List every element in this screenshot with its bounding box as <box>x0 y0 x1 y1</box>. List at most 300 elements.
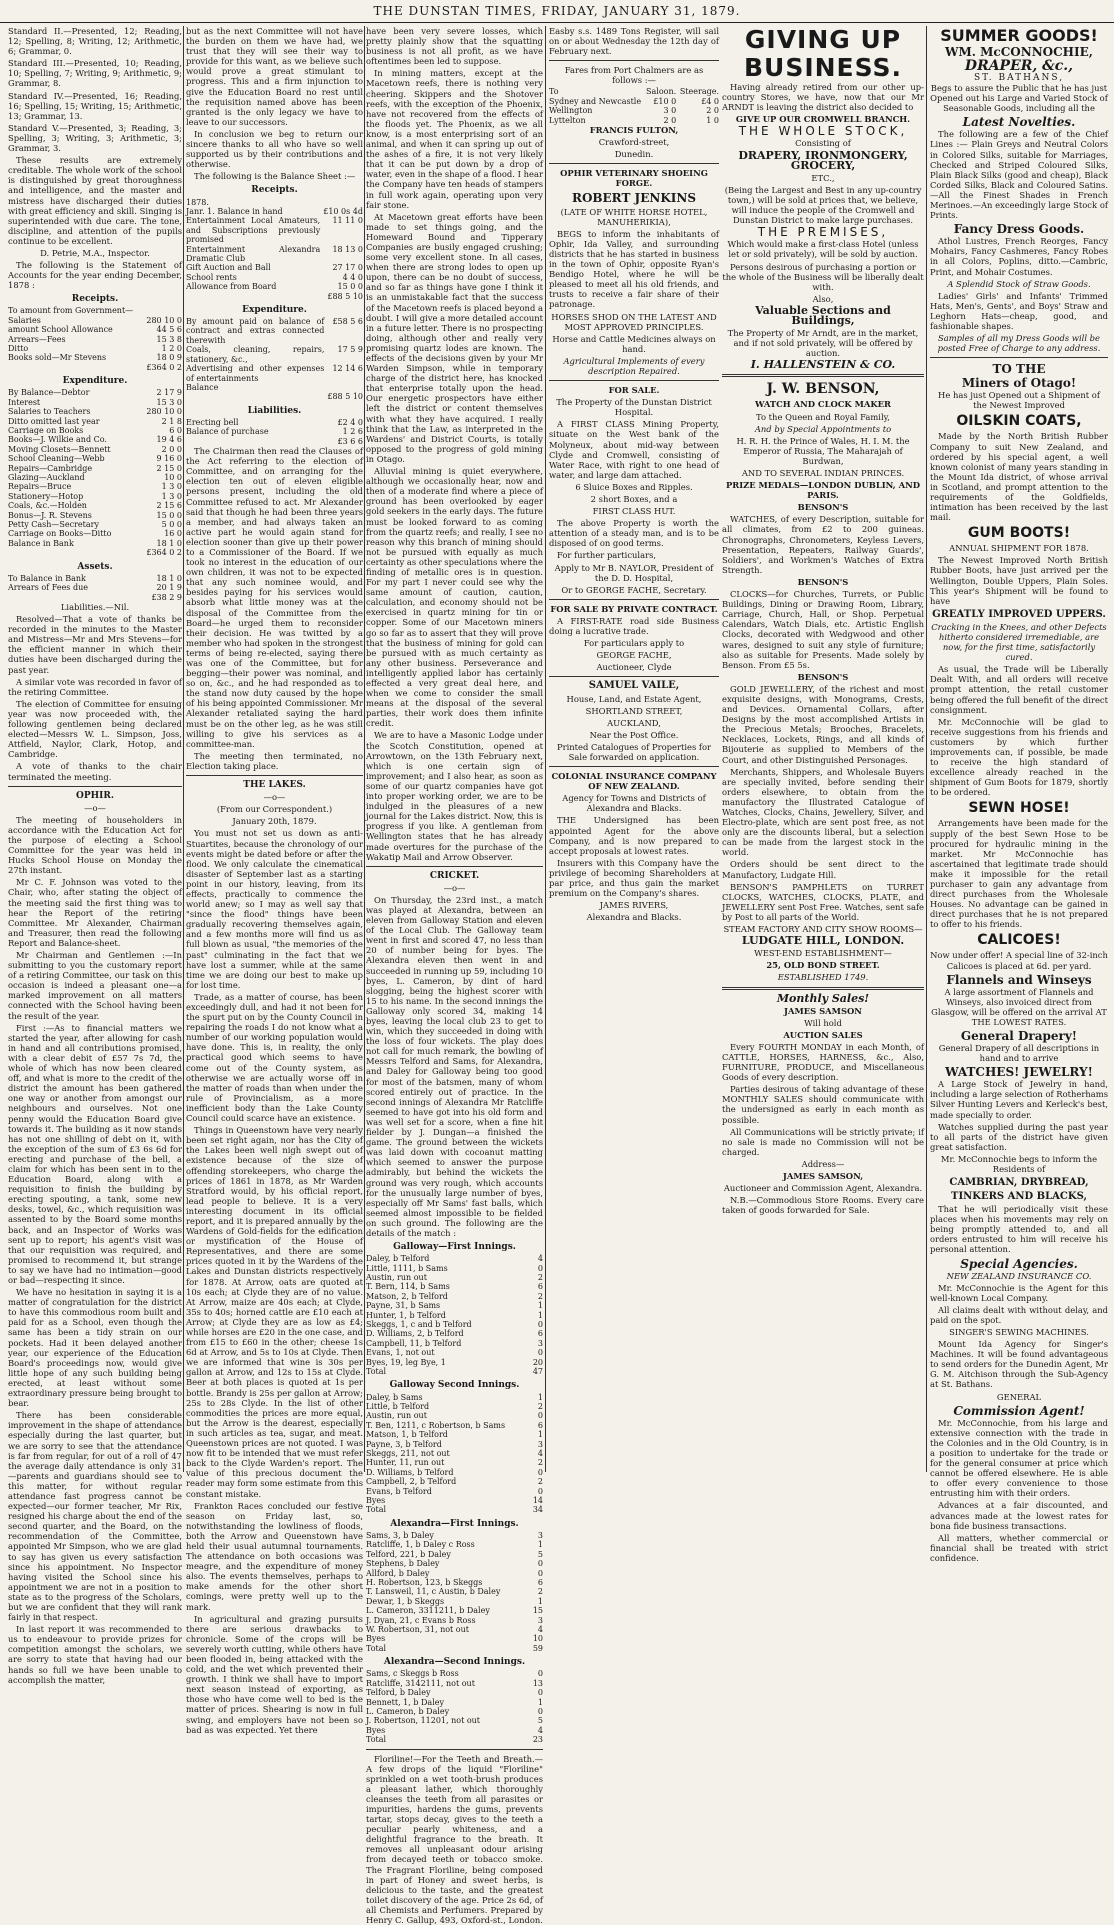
row-label: Entertainment Local Amateurs, and Subscriptions previously promised <box>186 216 321 245</box>
samson-line: Auctioneer and Commission Agent, Alexandra. <box>723 1183 923 1194</box>
row-label: School rents <box>186 272 237 282</box>
fare-row <box>549 87 719 96</box>
sale-heading: FOR SALE. <box>608 385 660 396</box>
row-value: 280 10 0 <box>146 315 182 325</box>
row-value: 1 <box>537 1310 543 1320</box>
mcconnochie-paragraph: Made by the North British Rubber Company to suit New Zealand, and ordered by his special agent, a well known colonist of many years standing in the Mount Ida district, of whose arrival in Scotland, and prompt attention to the requirements of the Goldfields, intimation has been received by the last mail. <box>930 431 1108 523</box>
row-value: 0 <box>537 1486 543 1496</box>
score-row <box>366 1292 543 1301</box>
sale-item: 6 Sluice Boxes and Ripples. <box>575 481 693 492</box>
row-value: 13 <box>532 1678 543 1688</box>
row-label: Balance in Bank <box>8 538 74 548</box>
scorecard-heading: Galloway—First Innings. <box>393 1242 516 1253</box>
row-label: Ratcliffe, 3142111, not out <box>366 1678 475 1688</box>
row-value: 2 0 0 <box>161 444 182 454</box>
vaile-line: House, Land, and Estate Agent, <box>566 693 702 704</box>
gum-boots-heading: GUM BOOTS! <box>967 525 1071 542</box>
cricket-paragraph: On Thursday, the 23rd inst., a match was played at Alexandra, between an eleven from Galloway Station and eleven of the Local Club. The Galloway team went in first and scored 47, no less than 20 of number being for byes. The Alexandra eleven then went in and succeeded in running up 59, including 10 byes, L. Cameron, by dint of hard slogging, being the highest scorer with 15 to his name. In the second innings the Galloway only scored 34, making 14 byes, leaving the local club 23 to get to win, which they succeeded in doing with the loss of four wickets. The play does not call for much remark, the bowling of Messrs Telford and Sams, for Alexandra, and Daley for Galloway being too good for most of the batsmen, many of whom scored entirely out of practice. In the second innings of Alexandra Mr Ratcliffe seemed to have got into his old form and was well set for a score, when a fine hit fielder by J. Dungan—a finished the game. The ground between the wickets was laid down with cocoanut matting which seemed to answer the purpose admirably, but behind the wickets the ground was very rough, which accounts for the unusually large number of byes, especially off Mr Sams' fast balls, which seemed almost impossible to be fielded on such ground. The following are the details of the match : <box>366 894 543 1238</box>
account-row <box>186 317 363 345</box>
draper-heading: DRAPER, &c., <box>964 58 1074 74</box>
row-label: Advertising and other expenses of entertainments <box>186 364 325 383</box>
account-row <box>8 492 182 501</box>
divider <box>549 60 719 61</box>
lakes-paragraph: Trade, as a matter of course, has been exceedingly dull, and had it not been for the spurt put on by the County Council in repairing the roads I do not know what a number of our working population would have done. This is, in reality, the only practical good which seems to have come out of the County system, as otherwise we are actually worse off in the matter of roads than when under the rule of Provincialism, as a more inefficient body than the Lake County Council could scarce have an existence. <box>186 991 363 1124</box>
vaile-line: SHORTLAND STREET, <box>585 705 683 716</box>
row-value: 18 13 0 <box>332 244 363 254</box>
row-label: Carriage on Books <box>8 426 84 435</box>
account-row <box>8 574 182 583</box>
row-value: 0 <box>537 1688 543 1698</box>
row-label: Bonus—J. R. Stevens <box>8 510 92 520</box>
ophir-paragraph: Mr C. F. Johnson was voted to the Chair, who, after stating the object of the meeting said the first thing was to hear the Report of the retiring Committee. Mr Alexander, Chairman and Treasurer, then read the following Report and Balance-sheet. <box>8 877 182 948</box>
watches-heading: WATCHES! JEWELRY! <box>945 1065 1093 1080</box>
ophir-paragraph: The following is the Balance Sheet :— <box>194 171 356 182</box>
row-label: Matson, 1, b Telford <box>366 1430 448 1440</box>
account-row <box>8 316 182 325</box>
mcconnochie-paragraph: All matters, whether commercial or financial shall be treated with strict confidence. <box>930 1532 1108 1563</box>
row-label: Hunter, 1, b Telford <box>366 1310 446 1320</box>
sale-paragraph: The above Property is worth the attention of a steady man, and is to be disposed of on good terms. <box>549 518 719 549</box>
row-label: To Balance in Bank <box>8 573 86 583</box>
insurance-paragraph: Insurers with this Company have the privilege of becoming Shareholders at par price, and thus gain the market premium on the Company's shares. <box>549 857 719 899</box>
row-value: 0 <box>537 1320 543 1329</box>
score-row <box>366 1597 543 1606</box>
row-label: Entertainment Alexandra Dramatic Club <box>186 244 321 263</box>
score-row <box>366 1606 543 1615</box>
row-value: £58 5 6 <box>332 317 363 327</box>
account-row <box>186 273 363 282</box>
score-row <box>366 1468 543 1477</box>
score-row <box>366 1311 543 1320</box>
vet-heading: OPHIR VETERINARY SHOEING FORGE. <box>560 168 708 189</box>
fulton-street: Crawford-street, <box>598 137 670 148</box>
score-row <box>366 1578 543 1587</box>
improved-uppers-heading: GREATLY IMPROVED UPPERS. <box>932 608 1106 620</box>
insurance-line: Agency for Towns and Districts of Alexandra and Blacks. <box>562 793 706 814</box>
row-value: 17 5 9 <box>337 345 363 355</box>
score-row <box>366 1264 543 1273</box>
row-value: 280 10 0 <box>146 407 182 417</box>
row-value: 19 4 6 <box>156 435 182 445</box>
ophir-paragraph: In conclusion we beg to return our sincere thanks to all who have so well supported us by their contributions and otherwise. <box>186 128 363 170</box>
account-row <box>8 306 182 315</box>
hallenstein-line: Consisting of <box>795 138 851 149</box>
account-row <box>186 383 363 392</box>
row-label: Byes <box>366 1634 386 1644</box>
mcconnochie-line: Cracking in the Knees, and other Defects hitherto considered irremediable, are now, for the first time, satisfactorily cured. <box>931 621 1107 663</box>
account-row <box>186 418 363 427</box>
account-row <box>8 501 182 510</box>
mcconnochie-paragraph: Arrangements have been made for the supply of the best Sewn Hose to be procured for hydraulic mining in the market. Mr McConnochie has ascertained that legitimate trade should make it impossible for the retail purchaser to gain any advantage from direct purchases from the Wholesale Houses. No advantage can be gained in direct purchases that he is not prepared to offer to his friends. <box>930 818 1108 930</box>
mcconnochie-paragraph: Athol Lustres, French Reorges, Fancy Mohairs, Fancy Cashmeres, Fancy Robes in all Colors, Poplins, ditto.—Cambric, Print, and Mohair Costumes. <box>930 236 1108 277</box>
ophir-paragraph: Mr Chairman and Gentlemen :—In submitting to you the customary report of a retiring Committee, our task on this occasion is indeed a pleasant one—a marked improvement on all matters connected with the School having been the result of the year. <box>8 950 182 1021</box>
inspector-report: These results are extremely creditable. The whole work of the school is distinguished by great thoroughness and intelligence, and the master and mistress have discharged their duties with great efficiency and skill. Singing is superintended with due care. The tone, discipline, and attention of the pupils continue to be excellent. <box>8 155 182 246</box>
divider: —o— <box>263 792 286 803</box>
mcconnochie-name: WM. McCONNOCHIE, <box>945 45 1093 59</box>
row-value: 20 <box>532 1357 543 1367</box>
score-row <box>366 1477 543 1486</box>
row-label: Books—J. Wilkie and Co. <box>8 435 107 445</box>
masthead: THE DUNSTAN TIMES, FRIDAY, JANUARY 31, 1879. <box>0 0 1114 23</box>
row-value: 15 3 0 <box>156 397 182 407</box>
private-contract-heading: FOR SALE BY PRIVATE CONTRACT. <box>550 603 718 614</box>
row-label: Little, 1111, b Sams <box>366 1263 448 1273</box>
row-value: £2 4 0 <box>337 417 363 427</box>
vet-name: ROBERT JENKINS <box>571 190 697 205</box>
score-row <box>366 1254 543 1263</box>
row-label: Dewar, 1, b Skeggs <box>366 1596 445 1606</box>
insurance-paragraph: THE Undersigned has been appointed Agent for the above Company, and is now prepared to accept proposals at lowest rates. <box>549 815 719 856</box>
row-value: 3 <box>537 1530 543 1540</box>
score-row <box>366 1716 543 1725</box>
mcconnochie-line: A large assortment of Flannels and Winseys, also invoiced direct from Glasgow, will be offered on the arrival AT THE LOWEST RATES. <box>931 986 1107 1027</box>
row-label: L. Cameron, 3311211, b Daley <box>366 1606 490 1616</box>
row-value: 0 <box>537 1348 543 1358</box>
row-value <box>324 383 363 392</box>
row-label: Erecting bell <box>186 417 239 427</box>
scorecard-table <box>366 1393 543 1515</box>
row-label: Daley, b Sams <box>366 1392 423 1402</box>
row-value: £364 0 2 <box>146 362 182 372</box>
row-label: Matson, 2, b Telford <box>366 1291 448 1301</box>
account-row <box>8 353 182 362</box>
score-row <box>366 1282 543 1291</box>
score-row <box>366 1402 543 1411</box>
row-value: 2 <box>537 1458 543 1468</box>
account-row <box>8 388 182 397</box>
row-label: Repairs—Cambridge <box>8 463 93 473</box>
account-row <box>8 593 182 602</box>
row-value: 6 <box>537 1329 543 1339</box>
divider <box>366 866 543 867</box>
account-row <box>8 435 182 444</box>
row-label: Payne, 31, b Sams <box>366 1301 441 1311</box>
row-label: Lyttelton <box>549 115 586 125</box>
row-value: 15 0 0 <box>156 510 182 520</box>
row-label: Ditto <box>8 344 29 354</box>
mcconnochie-paragraph: As usual, the Trade will be Liberally Dealt With, and all orders will receive prompt attention, the retail customer being offered the full benefit of the direct consignment. <box>930 664 1108 715</box>
election-text: The election of Committee for ensuing year was now proceeded with, the following gentlemen being declared elected—Messrs W. L. Simpson, Joss, Attfield, Naylor, Clark, Hotop, and Cambridge. <box>8 698 182 760</box>
benson-sub-heading: BENSON'S <box>797 671 849 682</box>
account-row <box>8 482 182 491</box>
row-value: £10 0s 4d <box>323 206 363 216</box>
account-row <box>8 539 182 548</box>
row-value: 12 14 6 <box>332 364 363 374</box>
assets-table <box>8 574 182 602</box>
commission-agent-heading: Commission Agent! <box>953 1403 1085 1418</box>
score-row <box>366 1487 543 1496</box>
mcconnochie-line: Mr. McConnochie begs to inform the Residents of <box>940 1153 1098 1174</box>
scorecard-heading: Alexandra—Second Innings. <box>383 1657 526 1668</box>
row-value: 34 <box>532 1505 543 1515</box>
row-label: Gift Auction and Ball <box>186 263 271 273</box>
row-label: T. Lansweil, 11, c Austin, b Daley <box>366 1587 501 1597</box>
row-value: Saloon. <box>646 87 677 97</box>
row-label: Campbell, 11, b Telford <box>366 1338 462 1348</box>
score-row <box>366 1540 543 1549</box>
flannels-heading: Flannels and Winseys <box>946 972 1092 987</box>
column-7 <box>930 26 1108 1563</box>
floriline-ad: Floriline!—For the Teeth and Breath.—A few drops of the liquid "Floriline" sprinkled on a wet tooth-brush produces a pleasant lather, which thoroughly cleanses the teeth from all parasites or impurities, hardens the gums, prevents tartar, stops decay, gives to the teeth a peculiar pearly whiteness, and a delightful fragrance to the breath. It removes all unpleasant odour arising from decayed teeth or tobacco smoke. The Fragrant Floriline, being composed in part of Honey and sweet herbs, is delicious to the taste, and the greatest toilet discovery of the age. Price 2s 6d, of all Chemists and Perfumers. Prepared by Henry C. Gallup, 493, Oxford-st., London. <box>366 1753 543 1925</box>
row-label: Daley, b Telford <box>366 1254 430 1264</box>
scorecard-table <box>366 1669 543 1744</box>
row-value: 2 0 <box>706 106 719 116</box>
row-label: Balance <box>186 382 219 392</box>
row-label: T. Bern, 114, b Sams <box>366 1282 450 1292</box>
account-row <box>186 282 363 291</box>
row-value: 2 1 8 <box>161 416 182 426</box>
accounts-intro: The following is the Statement of Accounts for the year ending December, 1878 : <box>8 260 182 291</box>
account-row <box>186 345 363 364</box>
divider: —o— <box>84 802 106 813</box>
score-row <box>366 1726 543 1735</box>
summer-goods-heading: SUMMER GOODS! <box>940 26 1098 45</box>
score-row <box>366 1644 543 1653</box>
row-value: 0 <box>537 1706 543 1716</box>
sale-paragraph: A FIRST CLASS Mining Property, situate on the West bank of the Molyneux, about mid-way between Clyde and Cromwell, consisting of Water Race, with right to one head of water, and large dam attached. <box>549 419 719 480</box>
mcconnochie-line: Now under offer! A special line of 32-inch Calicoes is placed at 6d. per yard. <box>930 950 1108 971</box>
row-value: 27 17 0 <box>332 263 363 273</box>
expenditure-heading: Expenditure. <box>242 304 307 315</box>
ads-column-left <box>549 26 719 1472</box>
row-label: Stephens, b Daley <box>366 1559 440 1569</box>
row-value: 5 0 0 <box>161 520 182 530</box>
latest-novelties-heading: Latest Novelties. <box>962 115 1076 130</box>
row-label: Allowance from Board <box>186 282 277 292</box>
row-value: 1 3 0 <box>161 491 182 501</box>
row-value: 18 0 9 <box>156 353 182 363</box>
row-label <box>186 292 320 301</box>
row-label: Total <box>366 1505 387 1515</box>
vaile-heading: SAMUEL VAILE, <box>588 680 680 692</box>
row-value: 6 0 <box>169 426 182 435</box>
samson-line: JAMES SAMSON <box>784 1005 862 1016</box>
benson-paragraph: BENSON'S PAMPHLETS on TURRET CLOCKS, WATCHES, CLOCKS, PLATE, and JEWELLERY sent Post Free. Watches, sent safe by Post to all parts of the World. <box>722 881 924 922</box>
fulton-name: FRANCIS FULTON, <box>589 125 679 136</box>
miners-heading: Miners of Otago! <box>961 376 1077 391</box>
fare-row <box>549 97 719 106</box>
vote-thanks-text: A vote of thanks to the chair terminated the meeting. <box>8 761 182 782</box>
ophir-paragraph: The Chairman then read the Clauses of the Act referring to the election of Committee, and on arranging for the election ten out of eleven eligible persons present, including the old Committee refused to act. Mr Alexander said that though he had been three years a member, and had always taken an active part he would again stand for election sooner than give up their power to a Commissioner of the Board. If we took no interest in the education of our own children, it was not to be expected that any such nominee would, and besides paying for his services would absorb what little money was at the disposal of the Committee from the Board—he urged them to reconsider their decision. He was twitted by a member who had spoken in the strongest terms of being re-elected, saying there was one of the Committee, but for begging—their power was nominal, and so on, &c., and he had responded as to the stand now duty caused by the hope of his being appointed Commissioner. Mr Alexander retaliated saying the hard must be on the other leg, as he was still willing to give his services as a committee-man. <box>186 446 363 749</box>
column-rule <box>926 26 927 1472</box>
samson-line: Address— <box>801 1158 845 1169</box>
lakes-paragraph: At Macetown great efforts have been made to set things going, and the Homeward Bound and Tipperary Companies are busily engaged crushing; some very excellent stone. In all cases, when there are strong lodes to open up upon, there can be no doubt of success, and so far as things have gone I think it is an unmistakable fact that the success of the Macetown reefs is placed beyond a doubt. I will give a more detailed account in a future letter. There is no prospecting doing, although other and really very promising quartz lodes are known. The effects of the decisions given by your Mr Warden Simpson, while in temporary charge of the district here, has knocked that enterprise totally upon the head. Our energetic prospectors have either left the district or content themselves with what they have acquired. I really think that the Law, as interpreted in the Wardens' and District Courts, is totally opposed to the progress of gold mining in Otago. <box>366 211 543 464</box>
hallenstein-paragraph: The Property of Mr Arndt, are in the market, and if not sold privately, will be offered by auction. <box>727 328 919 359</box>
row-value: 9 16 0 <box>156 454 182 464</box>
row-label: Wellington <box>549 106 593 116</box>
row-value: £10 0 <box>653 96 677 106</box>
vet-subheading: (LATE OF WHITE HORSE HOTEL, MANUHERIKIA), <box>560 206 708 227</box>
lakes-date: January 20th, 1879. <box>232 816 317 827</box>
lakes-paragraph: have been very severe losses, which pretty plainly show that the squatting business is not all profit, as we have oftentimes been led to suppose. <box>366 26 543 67</box>
score-row <box>366 1707 543 1716</box>
row-value: 6 <box>537 1420 543 1430</box>
st-bathans-heading: ST. BATHANS, <box>973 73 1065 83</box>
divider <box>549 599 719 600</box>
column-rule <box>183 26 184 1472</box>
divider <box>549 380 719 381</box>
ophir-paragraph: We have no hesitation in saying it is a matter of congratulation for the district to have this commodious room built and paid for as a School, even though the same has been a tidy strain on our pockets. Had it been delayed another year, our experience of the Education Board's proceedings now, would give little hope of any such building being erected, at least without some extraordinary pressure being brought to bear. <box>8 1287 182 1409</box>
row-label: School Cleaning—Webb <box>8 454 105 464</box>
row-label: Byes, 19, leg Bye, 1 <box>366 1357 446 1367</box>
row-value: 5 <box>537 1716 543 1726</box>
row-value: 4 <box>537 1725 543 1735</box>
row-value: 1 <box>537 1596 543 1606</box>
row-value: £364 0 2 <box>146 548 182 558</box>
hallenstein-line: Also, <box>812 293 834 304</box>
benson-line: ESTABLISHED 1749. <box>777 972 869 983</box>
row-value: 18 1 0 <box>156 573 182 583</box>
school-results-1: Standard II.—Presented, 12; Reading, 12; Spelling, 8; Writing, 12; Arithmetic, 6; Grammar, 0. <box>8 26 182 57</box>
row-value: 0 <box>537 1263 543 1273</box>
account-row <box>186 216 363 244</box>
row-value: 2 <box>537 1587 543 1597</box>
insurance-heading: COLONIAL INSURANCE COMPANY OF NEW ZEALAND. <box>551 771 717 792</box>
row-value: 3 0 <box>663 106 677 116</box>
row-label: Campbell, 2, b Telford <box>366 1477 457 1487</box>
mcconnochie-paragraph: Begs to assure the Public that he has just Opened out his Large and Varied Stock of Seasonable Goods, including all the <box>930 83 1108 114</box>
row-label: W. Robertson, 31, not out <box>366 1624 469 1634</box>
account-row <box>8 344 182 353</box>
column-rule <box>364 26 365 1472</box>
score-row <box>366 1669 543 1678</box>
score-row <box>366 1440 543 1449</box>
row-value: 3 <box>537 1615 543 1625</box>
school-results-4: Standard V.—Presented, 3; Reading, 3; Spelling, 3; Writing, 3; Arithmetic, 3; Grammar, 3. <box>8 122 182 154</box>
row-label: H. Robertson, 123, b Skeggs <box>366 1577 483 1587</box>
mcconnochie-line: ANNUAL SHIPMENT FOR 1878. <box>949 543 1089 554</box>
fare-row <box>549 116 719 125</box>
row-value: 20 1 9 <box>156 583 182 593</box>
ophir-paragraph: but as the next Committee will not have the burden on them we have had, we trust that they will see their way to provide for this want, as we believe such would prove a great stimulant to progress. This and a firm injunction to give the Education Board no rest until the requisition named above has been granted is the only legacy we have to leave to our successors. <box>186 26 363 127</box>
account-row <box>186 207 363 216</box>
row-label: Coals, cleaning, repairs, stationery, &c., <box>186 345 325 364</box>
ophir-paragraph: There has been considerable improvement in the shape of attendance especially during the last quarter, but we are sorry to see that the attendance is far from regular, for out of a roll of 47 the average daily attendance is only 31—parents and guardians should see to this matter, for without regular attendance fast progress cannot be expected—our former teacher, Mr Rix, resigned his charge about the end of the second quarter, and the Board, on the recommendation of the Committee, appointed Mr Simpson, who we are glad to say has given us every satisfaction since his appointment. No Inspector having visited the School since his appointment we are not in a position to state as to the progress of the Scholars, but we are confident that they will rank fairly in that respect. <box>8 1410 182 1623</box>
row-label <box>8 593 131 602</box>
row-label <box>8 363 141 372</box>
hallenstein-paragraph: (Being the Largest and Best in any up-country town,) will be sold at prices that, we believe, will induce the people of the Cromwell and Dunstan District to make large purchases. <box>724 184 922 226</box>
account-row <box>8 426 182 435</box>
row-label: D. Williams, 2, b Telford <box>366 1329 464 1339</box>
row-label: Interest <box>8 397 41 407</box>
row-value: 4 <box>537 1254 543 1264</box>
row-label <box>186 437 318 446</box>
cricket-heading: CRICKET. <box>429 870 480 881</box>
row-label: To amount from Government— <box>8 306 134 316</box>
to-the-heading: TO THE <box>992 362 1046 377</box>
row-value: Steerage. <box>679 87 719 97</box>
benson-line: WATCH AND CLOCK MAKER <box>754 399 892 410</box>
mcconnochie-paragraph: All claims dealt with without delay, and paid on the spot. <box>930 1304 1108 1325</box>
row-value: 0 <box>537 1568 543 1578</box>
fulton-city: Dunedin. <box>614 149 654 160</box>
score-row <box>366 1367 543 1376</box>
school-results-2: Standard III.—Presented, 10; Reading, 10; Spelling, 7; Writing, 9; Arithmetic, 9; Grammar, 8. <box>8 58 182 89</box>
score-row <box>366 1358 543 1367</box>
row-value: 59 <box>532 1643 543 1653</box>
nz-insurance-heading: NEW ZEALAND INSURANCE CO. <box>946 1270 1092 1281</box>
row-value: 6 <box>537 1282 543 1292</box>
benson-paragraph: Orders should be sent direct to the Manufactory, Ludgate Hill. <box>722 859 924 880</box>
account-row <box>186 364 363 383</box>
benson-heading: J. W. BENSON, <box>766 381 880 398</box>
account-row <box>186 392 363 401</box>
ophir-paragraph: The meeting then terminated, no Election taking place. <box>186 750 363 771</box>
row-value: 1 <box>537 1301 543 1311</box>
row-label: Balance of purchase <box>186 427 269 437</box>
score-row <box>366 1496 543 1505</box>
benson-line: LUDGATE HILL, LONDON. <box>741 934 905 948</box>
row-value: 1 3 0 <box>161 482 182 492</box>
row-label: Ratcliffe, 1, b Daley c Ross <box>366 1540 475 1550</box>
hallenstein-line: ETC., <box>811 172 835 183</box>
account-row <box>186 292 363 301</box>
liabilities-table <box>186 418 363 446</box>
lakes-heading: THE LAKES. <box>243 780 306 791</box>
row-value: £88 5 10 <box>327 392 363 402</box>
ophir-paragraph: First :—As to financial matters we started the year, after allowing for cash in hand and all contributions promised, with a clear debit of £57 7s 7d, the whole of which has now been cleared off, and what is more to the credit of the district the amount has been gathered one way or another from amongst our neighbours and ourselves. Not one penny would the Education Board give towards it. The building as it now stands has not one shilling of debt on it, with the exception of the sum of £3 6s 6d for erecting and purchase of the bell, a claim for which has been sent in to the Education Board, along with a requisition to finish the building by erecting spouting, a tank, some new desks, towel, &c., which requisition was assented to by the Board some months back, and an Inspector of Works was sent up to report; his agent's visit was that our requisition was required, and promised to recommend it, but strange to say we have had no intimation—good or bad—respecting it since. <box>8 1022 182 1285</box>
oilskin-heading: OILSKIN COATS, <box>956 413 1082 430</box>
giving-up-title: GIVING UP BUSINESS. <box>743 25 903 82</box>
row-value: 15 0 0 <box>337 282 363 292</box>
score-row <box>366 1458 543 1467</box>
easby-ad: Easby s.s. 1489 Tons Register, will sail on or about Wednesday the 12th day of February next. <box>549 26 719 57</box>
mcconnochie-line: A Splendid Stock of Straw Goods. <box>947 278 1091 289</box>
row-label: Petty Cash—Secretary <box>8 520 99 530</box>
mcconnochie-line: He has just Opened out a Shipment of the Newest Improved <box>938 390 1100 411</box>
row-label: Ditto omitted last year <box>8 416 100 426</box>
expenditure-table <box>8 388 182 557</box>
row-label: Little, b Telford <box>366 1401 430 1411</box>
fares-table <box>549 87 719 125</box>
score-row <box>366 1273 543 1282</box>
row-value: 1 0 <box>706 115 719 125</box>
row-value: 1 <box>537 1392 543 1402</box>
row-value: 2 <box>537 1291 543 1301</box>
benson-sub-heading: BENSON'S <box>797 576 849 587</box>
benson-line: AND TO SEVERAL INDIAN PRINCES. <box>741 468 905 478</box>
ophir-paragraph: In last report it was recommended to us to endeavour to provide prizes for competition amongst the scholars, we are sorry to state that having had our hands so full we have been unable to accomplish the matter, <box>8 1624 182 1685</box>
account-row <box>8 529 182 538</box>
hallenstein-line: THE PREMISES, <box>757 225 889 240</box>
row-value: 2 15 6 <box>156 501 182 511</box>
account-row <box>186 427 363 436</box>
account-row <box>8 445 182 454</box>
account-row <box>8 363 182 372</box>
ads-column-mid <box>722 26 924 1472</box>
lakes-paragraph: We are to have a Masonic Lodge under the Scotch Constitution, opened at Arrowtown, on the 13th February next, which is one certain sign of improvement; and I also hear, as soon as some of our quartz companies have got into proper working order, we are to be indulged in the pleasures of a new journal for the Lakes district. Now, this is progress if you like. A gentleman from Wellington states that he has already made overtures for the purchase of the Wakatip Mail and Arrow Observer. <box>366 730 543 862</box>
row-value: 0 <box>537 1467 543 1477</box>
row-value: 0 <box>537 1411 543 1421</box>
divider <box>549 766 719 767</box>
liabilities-heading: Liabilities. <box>247 405 302 416</box>
row-value: £88 5 10 <box>327 291 363 301</box>
school-results-3: Standard IV.—Presented, 16; Reading, 16; Spelling, 15; Writing, 15; Arithmetic, 13; Grammar, 13. <box>8 90 182 121</box>
row-value <box>141 306 182 315</box>
hallenstein-signature: I. HALLENSTEIN & CO. <box>750 358 896 372</box>
assets-heading: Assets. <box>77 561 113 572</box>
row-value: 16 0 <box>164 529 182 539</box>
sale-item: FIRST CLASS HUT. <box>592 506 676 517</box>
row-value: £38 2 9 <box>151 592 182 602</box>
samson-paragraph: All Communications will be strictly private; if no sale is made no Commission will not be charged. <box>722 1126 924 1157</box>
divider: —o— <box>443 882 466 893</box>
ophir-paragraph: The meeting of householders in accordance with the Education Act for the purpose of electing a School Committee for the year was held in Hucks School House on Monday the 27th instant. <box>8 814 182 876</box>
samson-line: AUCTION SALES <box>783 1029 863 1040</box>
account-row <box>8 583 182 592</box>
row-label: Salaries <box>8 315 41 325</box>
vaile-line: Near the Post Office. <box>589 729 679 740</box>
